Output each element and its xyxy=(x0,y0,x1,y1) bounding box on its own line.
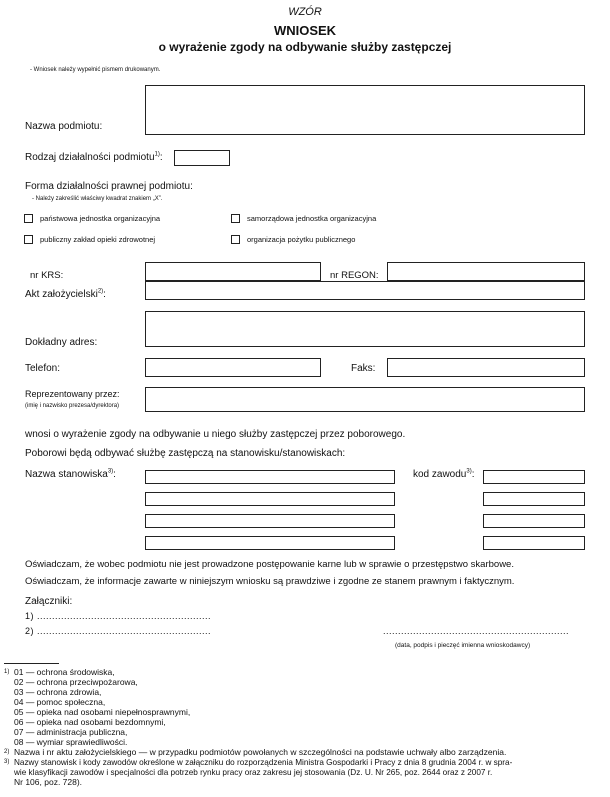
form-subtitle: o wyrażenie zgody na odbywanie służby zastępczej xyxy=(158,40,452,54)
rodzaj-dzialalnosci-text: Rodzaj działalności podmiotu xyxy=(25,152,155,163)
stanowisko-field-1[interactable] xyxy=(145,470,395,484)
footnote-1-item: 06 — opieka nad osobami bezdomnymi, xyxy=(14,717,166,727)
option-samorzadowa-label: samorządowa jednostka organizacyjna xyxy=(247,214,377,223)
nr-regon-field[interactable] xyxy=(387,262,585,281)
zalaczniki-label: Załączniki: xyxy=(25,596,73,607)
zalacznik-1-line[interactable]: 1) .......................................................... xyxy=(25,611,212,621)
telefon-field[interactable] xyxy=(145,358,321,377)
checkbox-zaklad-opieki[interactable] xyxy=(24,235,33,244)
footnote-ref-3b: 3) xyxy=(466,468,472,475)
akt-zalozycielski-field[interactable] xyxy=(145,281,585,300)
footnote-1-item: 04 — pomoc społeczna, xyxy=(14,697,106,707)
kod-zawodu-label: kod zawodu$^{3)}$: xyxy=(413,468,475,480)
nr-krs-label: nr KRS: xyxy=(30,270,64,281)
footnote-ref-3a: 3) xyxy=(107,468,114,475)
kod-zawodu-field-2[interactable] xyxy=(483,492,585,506)
footnote-3-text-line3: Nr 106, poz. 728). xyxy=(14,777,83,787)
kod-zawodu-text: kod zawodu xyxy=(413,469,467,480)
akt-zalozycielski-text: Akt założycielski xyxy=(25,289,98,300)
footnote-1-item: 07 — administracja publiczna, xyxy=(14,727,128,737)
nazwa-stanowiska-text: Nazwa stanowiska xyxy=(25,469,108,480)
wnosi-text: wnosi o wyrażenie zgody na odbywanie u niego służby zastępczej przez poborowego. xyxy=(25,429,406,440)
nr-regon-label: nr REGON: xyxy=(330,270,379,281)
nazwa-podmiotu-label: Nazwa podmiotu: xyxy=(25,121,103,132)
stanowisko-field-2[interactable] xyxy=(145,492,395,506)
footnote-separator xyxy=(4,663,59,664)
form-title: WNIOSEK xyxy=(273,23,337,38)
footnote-2-marker: 2) xyxy=(4,749,10,755)
footnote-ref-2: 2) xyxy=(97,288,104,295)
akt-zalozycielski-label: Akt założycielski$^{2)}$: xyxy=(25,288,106,300)
checkbox-organizacja-pozytku[interactable] xyxy=(231,235,240,244)
footnote-1-marker: 1) xyxy=(4,669,10,675)
faks-field[interactable] xyxy=(387,358,585,377)
checkbox-panstwowa[interactable] xyxy=(24,214,33,223)
option-zaklad-opieki-label: publiczny zakład opieki zdrowotnej xyxy=(40,235,156,244)
footnote-1-item: 02 — ochrona przeciwpożarowa, xyxy=(14,677,138,687)
footnote-3-marker: 3) xyxy=(4,759,10,765)
rodzaj-dzialalnosci-field[interactable] xyxy=(174,150,230,166)
footnote-3-text-line1: Nazwy stanowisk i kody zawodów określone w załączniku do rozporządzenia Ministra Gospodarki i Pracy z dnia 8 grudnia 2004 r. w spra- xyxy=(14,758,513,767)
footnote-ref-1: 1) xyxy=(154,151,160,158)
oswiadczenie-karne: Oświadczam, że wobec podmiotu nie jest prowadzone postępowanie karne lub w sprawie o przestępstwo skarbowe. xyxy=(25,559,514,570)
reprezentowany-field[interactable] xyxy=(145,387,585,412)
signature-label: (data, podpis i pieczęć imienna wnioskodawcy) xyxy=(395,642,531,649)
kod-zawodu-field-3[interactable] xyxy=(483,514,585,528)
oswiadczenie-prawdziwosc: Oświadczam, że informacje zawarte w niniejszym wniosku są prawdziwe i zgodne ze stanem prawnym i faktycznym. xyxy=(25,576,515,587)
nazwa-podmiotu-field[interactable] xyxy=(145,85,585,135)
option-panstwowa-label: państwowa jednostka organizacyjna xyxy=(40,214,161,223)
checkbox-samorzadowa[interactable] xyxy=(231,214,240,223)
telefon-label: Telefon: xyxy=(25,363,61,374)
forma-instruction: - Należy zakreślić właściwy kwadrat znakiem „X”. xyxy=(32,196,163,202)
footnote-1-item: 08 — wymiar sprawiedliwości. xyxy=(14,737,128,747)
stanowisko-field-4[interactable] xyxy=(145,536,395,550)
footnote-2-text: Nazwa i nr aktu założycielskiego — w przypadku podmiotów powołanych w szczególności na podstawie uchwały albo zarządzenia. xyxy=(14,747,507,757)
reprezentowany-note: (imię i nazwisko prezesa/dyrektora) xyxy=(25,403,120,409)
footnote-1-item: 03 — ochrona zdrowia, xyxy=(14,687,102,697)
rodzaj-dzialalnosci-label: Rodzaj działalności podmiotu$^{1)}$: xyxy=(25,151,163,163)
stanowisko-field-3[interactable] xyxy=(145,514,395,528)
footnote-3-text-line2: wie klasyfikacji zawodów i specjalności dla potrzeb rynku pracy oraz zakresu jej stosowania (Dz. U. Nr 265, poz. 2644 oraz z 2007 r. xyxy=(14,768,493,777)
footnote-1-item: 01 — ochrona środowiska, xyxy=(14,667,115,677)
dokladny-adres-label: Dokładny adres: xyxy=(25,337,98,348)
zalacznik-2-line[interactable]: 2) .......................................................... xyxy=(25,626,212,636)
nr-krs-field[interactable] xyxy=(145,262,321,281)
footnote-1-item: 05 — opieka nad osobami niepełnosprawnymi, xyxy=(14,707,191,717)
poborowi-text: Poborowi będą odbywać służbę zastępczą na stanowisku/stanowiskach: xyxy=(25,448,346,459)
forma-dzialalnosci-label: Forma działalności prawnej podmiotu: xyxy=(25,181,193,192)
signature-line[interactable]: .............................................................. xyxy=(383,626,570,636)
faks-label: Faks: xyxy=(351,363,376,374)
reprezentowany-label: Reprezentowany przez: xyxy=(25,389,120,399)
fill-instruction: - Wniosek należy wypełnić pismem drukowanym. xyxy=(30,67,161,73)
option-organizacja-pozytku-label: organizacja pożytku publicznego xyxy=(247,235,356,244)
wzor-label: WZÓR xyxy=(288,6,322,18)
kod-zawodu-field-4[interactable] xyxy=(483,536,585,550)
nazwa-stanowiska-label: Nazwa stanowiska$^{3)}$: xyxy=(25,468,116,480)
kod-zawodu-field-1[interactable] xyxy=(483,470,585,484)
dokladny-adres-field[interactable] xyxy=(145,311,585,347)
